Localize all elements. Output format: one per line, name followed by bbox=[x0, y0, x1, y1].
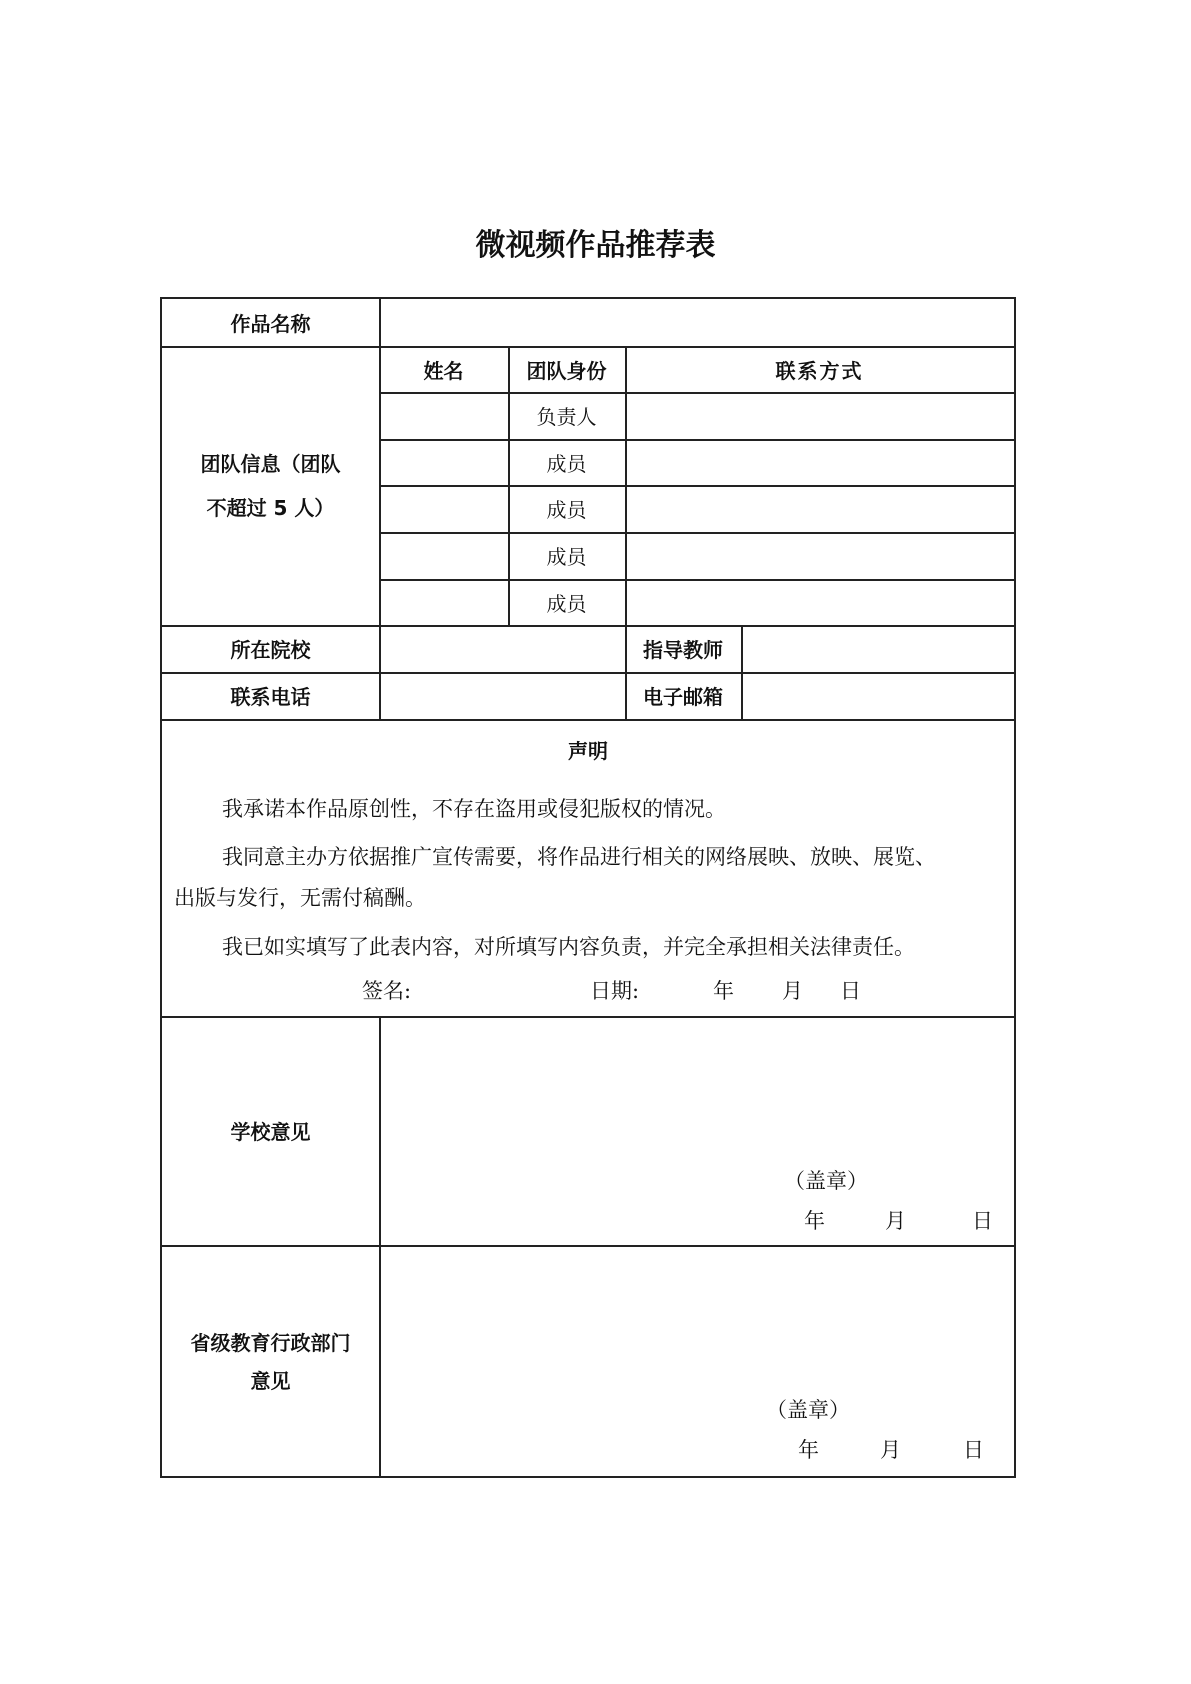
row-divider bbox=[162, 719, 1014, 721]
date-month: 月 bbox=[880, 1438, 901, 1462]
declaration-paragraph: 我已如实填写了此表内容，对所填写内容负责，并完全承担相关法律责任。 bbox=[222, 935, 915, 959]
date-year: 年 bbox=[798, 1438, 819, 1462]
seal-label: （盖章） bbox=[766, 1398, 850, 1422]
member-contact-field[interactable] bbox=[627, 580, 1014, 625]
date-month: 月 bbox=[885, 1209, 906, 1233]
declaration-heading: 声明 bbox=[568, 738, 608, 763]
work-name-field[interactable] bbox=[381, 299, 1014, 346]
member-name-field[interactable] bbox=[381, 486, 507, 532]
member-name-field[interactable] bbox=[381, 533, 507, 579]
date-day: 日 bbox=[972, 1209, 993, 1233]
team-info-label bbox=[162, 346, 379, 626]
province-opinion-field[interactable] bbox=[381, 1246, 1014, 1396]
province-opinion-label-line2: 意见 bbox=[250, 1368, 291, 1393]
declaration-paragraph: 我同意主办方依据推广宣传需要，将作品进行相关的网络展映、放映、展览、 bbox=[222, 845, 936, 869]
member-name-field[interactable] bbox=[381, 440, 507, 485]
school-field[interactable] bbox=[381, 626, 625, 672]
seal-label: （盖章） bbox=[784, 1169, 868, 1193]
member-role: 成员 bbox=[546, 498, 587, 522]
phone-label: 联系电话 bbox=[230, 685, 311, 709]
date-day: 日 bbox=[840, 979, 861, 1003]
member-role: 负责人 bbox=[536, 405, 597, 429]
school-label: 所在院校 bbox=[230, 638, 311, 662]
recommendation-form-table bbox=[160, 297, 1016, 1478]
declaration-paragraph: 出版与发行，无需付稿酬。 bbox=[174, 886, 426, 910]
member-contact-field[interactable] bbox=[627, 486, 1014, 532]
date-month: 月 bbox=[782, 979, 803, 1003]
header-contact: 联系方式 bbox=[775, 358, 864, 383]
header-name: 姓名 bbox=[423, 358, 464, 383]
member-contact-field[interactable] bbox=[627, 440, 1014, 485]
member-contact-field[interactable] bbox=[627, 393, 1014, 439]
member-contact-field[interactable] bbox=[627, 533, 1014, 579]
member-name-field[interactable] bbox=[381, 393, 507, 439]
team-info-label-line1: 团队信息（团队 bbox=[200, 452, 341, 476]
declaration-paragraph: 我承诺本作品原创性，不存在盗用或侵犯版权的情况。 bbox=[222, 797, 726, 821]
date-year: 年 bbox=[804, 1209, 825, 1233]
email-field[interactable] bbox=[743, 673, 1014, 719]
member-name-field[interactable] bbox=[381, 580, 507, 625]
date-label: 日期: bbox=[590, 979, 640, 1003]
work-name-label: 作品名称 bbox=[230, 312, 311, 336]
date-year: 年 bbox=[713, 979, 734, 1003]
date-day: 日 bbox=[963, 1438, 984, 1462]
member-role: 成员 bbox=[546, 591, 587, 616]
school-opinion-field[interactable] bbox=[381, 1017, 1014, 1167]
province-opinion-label bbox=[162, 1245, 379, 1478]
member-role: 成员 bbox=[546, 545, 587, 569]
advisor-field[interactable] bbox=[743, 626, 1014, 672]
team-info-label-line2: 不超过 5 人） bbox=[206, 496, 335, 520]
header-role: 团队身份 bbox=[526, 358, 607, 383]
email-label: 电子邮箱 bbox=[643, 685, 723, 709]
school-opinion-label: 学校意见 bbox=[230, 1120, 311, 1144]
province-opinion-label-line1: 省级教育行政部门 bbox=[190, 1330, 351, 1355]
member-role: 成员 bbox=[546, 451, 587, 476]
signature-label: 签名: bbox=[362, 979, 412, 1003]
advisor-label: 指导教师 bbox=[643, 638, 723, 662]
phone-field[interactable] bbox=[381, 673, 625, 719]
page-title: 微视频作品推荐表 bbox=[475, 228, 716, 263]
